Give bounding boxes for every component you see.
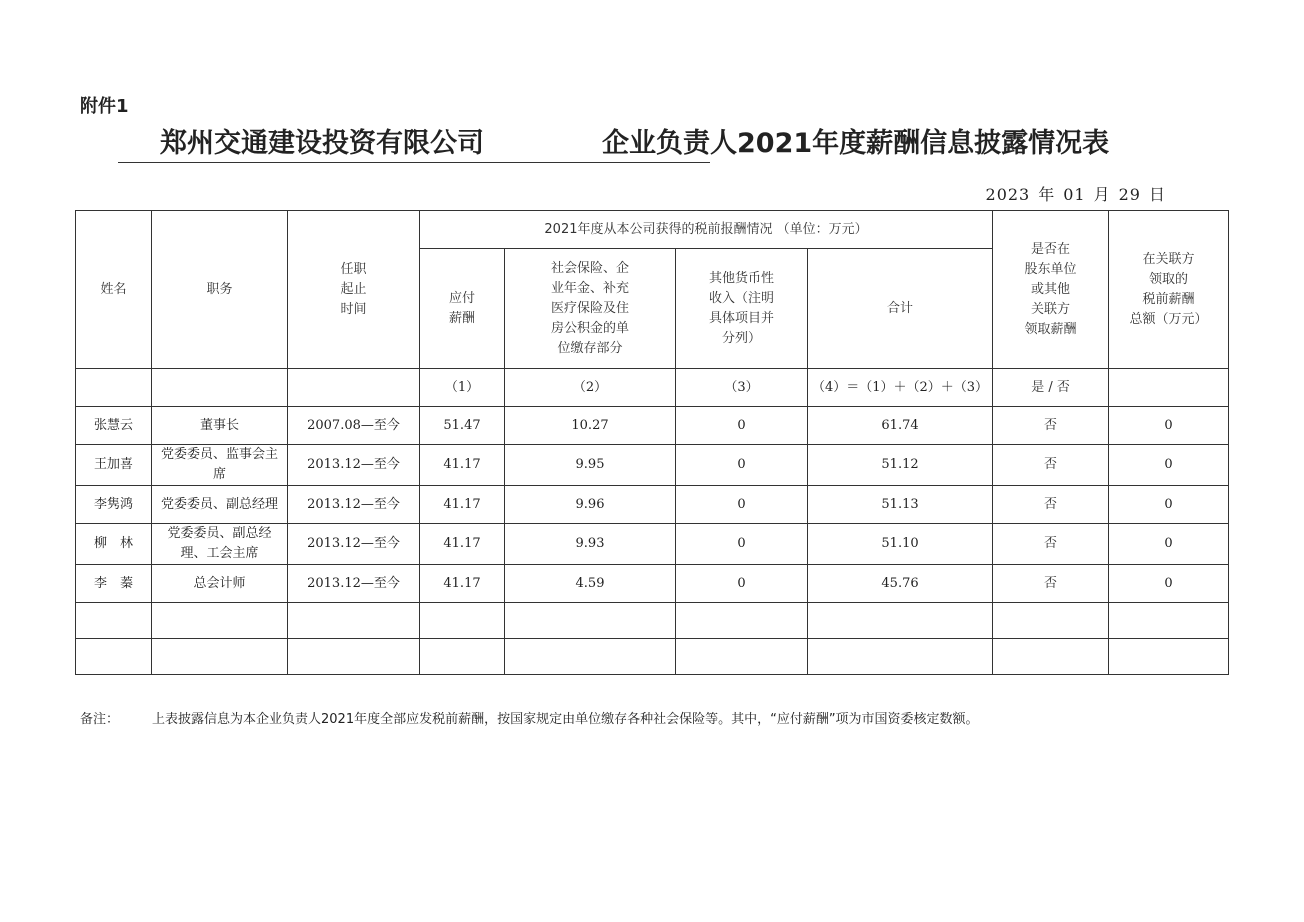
other-income-cell: 0 xyxy=(676,407,808,445)
table-body xyxy=(76,407,1229,603)
index-cell xyxy=(76,369,152,407)
related-amount-cell: 0 xyxy=(1109,524,1229,565)
insurance-cell: 9.93 xyxy=(505,524,676,565)
total-cell: 51.10 xyxy=(808,524,993,565)
index-cell: 是 / 否 xyxy=(993,369,1109,407)
related-party-cell: 否 xyxy=(993,524,1109,565)
index-cell xyxy=(152,369,288,407)
term-cell: 2013.12—至今 xyxy=(288,565,420,603)
header-insurance: 社会保险、企 业年金、补充 医疗保险及住 房公积金的单 位缴存部分 xyxy=(505,249,676,369)
date-month: 01 xyxy=(1063,185,1086,204)
index-cell: （2） xyxy=(505,369,676,407)
title-text: 企业负责人2021年度薪酬信息披露情况表 xyxy=(602,128,1110,159)
name-cell: 李 蓁 xyxy=(76,565,152,603)
insurance-cell: 9.96 xyxy=(505,486,676,524)
header-compensation-group: 2021年度从本公司获得的税前报酬情况 （单位：万元） xyxy=(420,211,993,249)
date-year-unit: 年 xyxy=(1038,185,1056,204)
name-cell: 柳 林 xyxy=(76,524,152,565)
header-related-party: 是否在 股东单位 或其他 关联方 领取薪酬 xyxy=(993,211,1109,369)
date-year: 2023 xyxy=(985,185,1031,204)
date-day: 29 xyxy=(1118,185,1141,204)
position-cell: 党委委员、副总经理 xyxy=(152,486,288,524)
name-cell: 王加喜 xyxy=(76,445,152,486)
compensation-table xyxy=(75,210,1229,675)
index-cell: （4）＝（1）＋（2）＋（3） xyxy=(808,369,993,407)
salary-cell: 41.17 xyxy=(420,486,505,524)
table-row xyxy=(76,445,1229,486)
table-row xyxy=(76,565,1229,603)
header-total: 合计 xyxy=(808,249,993,369)
position-cell: 党委委员、监事会主 席 xyxy=(152,445,288,486)
other-income-cell: 0 xyxy=(676,486,808,524)
total-cell: 51.12 xyxy=(808,445,993,486)
total-cell: 51.13 xyxy=(808,486,993,524)
related-party-cell: 否 xyxy=(993,407,1109,445)
term-cell: 2013.12—至今 xyxy=(288,524,420,565)
related-party-cell: 否 xyxy=(993,565,1109,603)
related-amount-cell: 0 xyxy=(1109,565,1229,603)
total-cell: 61.74 xyxy=(808,407,993,445)
name-cell: 张慧云 xyxy=(76,407,152,445)
salary-cell: 41.17 xyxy=(420,445,505,486)
related-party-cell: 否 xyxy=(993,445,1109,486)
table-row xyxy=(76,407,1229,445)
related-amount-cell: 0 xyxy=(1109,445,1229,486)
index-cell xyxy=(1109,369,1229,407)
index-cell: （1） xyxy=(420,369,505,407)
empty-row xyxy=(76,603,1229,639)
report-date xyxy=(982,182,1170,205)
salary-cell: 41.17 xyxy=(420,565,505,603)
position-cell: 党委委员、副总经 理、工会主席 xyxy=(152,524,288,565)
term-cell: 2013.12—至今 xyxy=(288,486,420,524)
salary-cell: 41.17 xyxy=(420,524,505,565)
insurance-cell: 9.95 xyxy=(505,445,676,486)
other-income-cell: 0 xyxy=(676,565,808,603)
other-income-cell: 0 xyxy=(676,524,808,565)
empty-row xyxy=(76,639,1229,675)
table-row xyxy=(76,524,1229,565)
insurance-cell: 4.59 xyxy=(505,565,676,603)
date-month-unit: 月 xyxy=(1093,185,1111,204)
insurance-cell: 10.27 xyxy=(505,407,676,445)
remark-text: 上表披露信息为本企业负责人2021年度全部应发税前薪酬，按国家规定由单位缴存各种社会保险等。其中，“应付薪酬”项为市国资委核定数额。 xyxy=(152,712,979,727)
other-income-cell: 0 xyxy=(676,445,808,486)
header-salary: 应付 薪酬 xyxy=(420,249,505,369)
header-term: 任职 起止 时间 xyxy=(288,211,420,369)
annex-label: 附件1 xyxy=(80,96,129,117)
name-cell: 李隽鸿 xyxy=(76,486,152,524)
index-cell xyxy=(288,369,420,407)
related-amount-cell: 0 xyxy=(1109,486,1229,524)
index-cell: （3） xyxy=(676,369,808,407)
document-title xyxy=(118,126,1208,166)
header-other-income: 其他货币性 收入（注明 具体项目并 分列） xyxy=(676,249,808,369)
date-day-unit: 日 xyxy=(1148,185,1166,204)
header-related-amount: 在关联方 领取的 税前薪酬 总额（万元） xyxy=(1109,211,1229,369)
remark-label: 备注： xyxy=(80,712,120,727)
total-cell: 45.76 xyxy=(808,565,993,603)
term-cell: 2013.12—至今 xyxy=(288,445,420,486)
position-cell: 董事长 xyxy=(152,407,288,445)
table-row xyxy=(76,486,1229,524)
position-cell: 总会计师 xyxy=(152,565,288,603)
header-name: 姓名 xyxy=(76,211,152,369)
related-party-cell: 否 xyxy=(993,486,1109,524)
term-cell: 2007.08—至今 xyxy=(288,407,420,445)
header-position: 职务 xyxy=(152,211,288,369)
company-name: 郑州交通建设投资有限公司 xyxy=(118,126,588,163)
related-amount-cell: 0 xyxy=(1109,407,1229,445)
salary-cell: 51.47 xyxy=(420,407,505,445)
